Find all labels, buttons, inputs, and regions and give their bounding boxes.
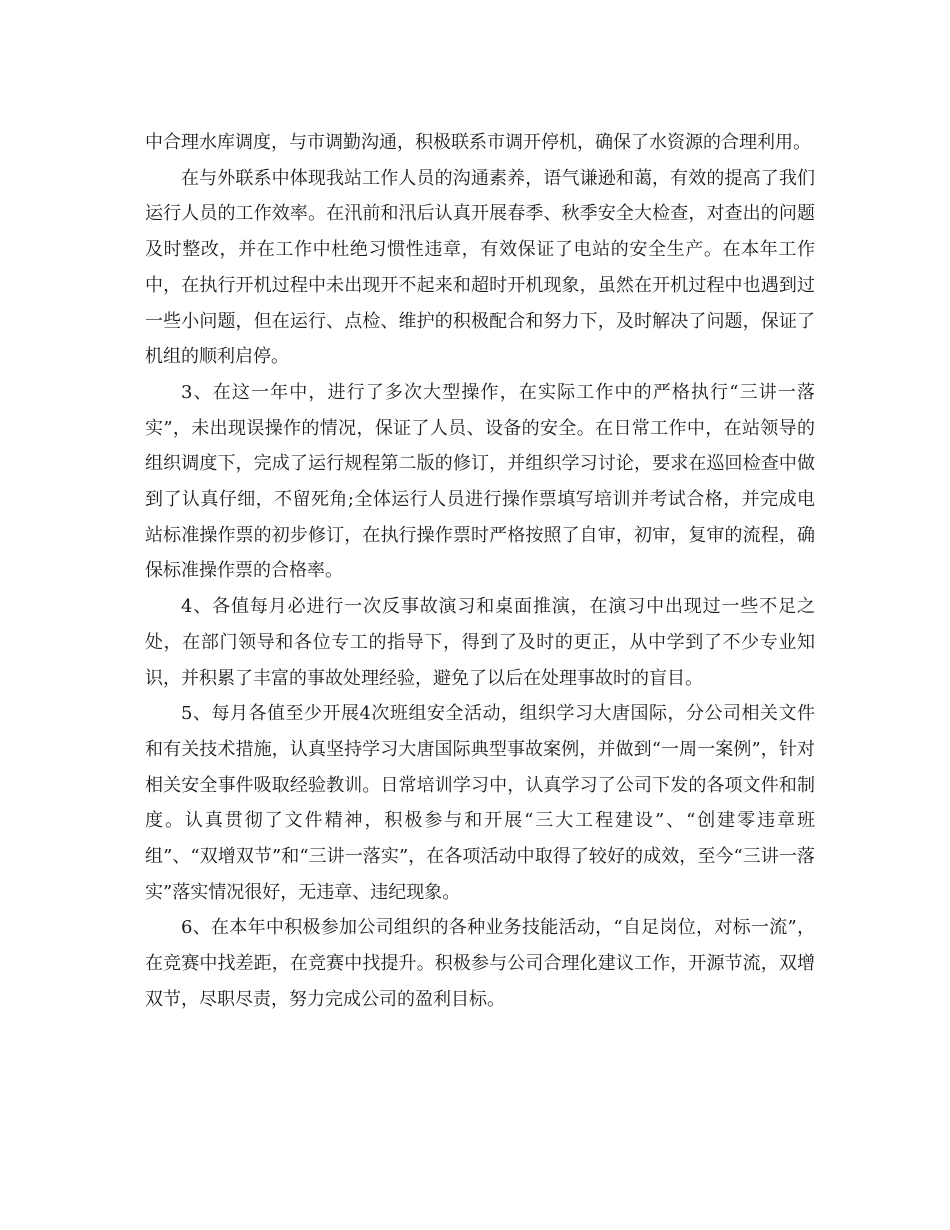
paragraph-2: 在与外联系中体现我站工作人员的沟通素养，语气谦逊和蔼，有效的提高了我们运行人员的工作效率。在汛前和汛后认真开展春季、秋季安全大检查，对查出的问题及时整改，并在工作中杜绝习惯性违章，有效保证了电站的安全生产。在本年工作中，在执行开机过程中未出现开不起来和超时开机现象，虽然在开机过程中也遇到过一些小问题，但在运行、点检、维护的积极配合和努力下，及时解决了问题，保证了机组的顺利启停。 [145,167,815,368]
paragraph-6: 6、在本年中积极参加公司组织的各种业务技能活动，“自足岗位，对标一流”，在竞赛中找差距，在竞赛中找提升。积极参与公司合理化建议工作，开源节流，双增双节，尽职尽责，努力完成公司的盈利目标。 [145,917,815,1010]
paragraph-1: 中合理水库调度，与市调勤沟通，积极联系市调开停机，确保了水资源的合理利用。 [145,132,811,153]
paragraph-5: 5、每月各值至少开展4次班组安全活动，组织学习大唐国际，分公司相关文件和有关技术措施，认真坚持学习大唐国际典型事故案例，并做到“一周一案例”，针对相关安全事件吸取经验教训。日常培训学习中，认真学习了公司下发的各项文件和制度。认真贯彻了文件精神，积极参与和开展“三大工程建设”、“创建零违章班组”、“双增双节”和“三讲一落实”，在各项活动中取得了较好的成效，至今“三讲一落实”落实情况很好，无违章、违纪现象。 [145,703,815,903]
paragraph-3: 3、在这一年中，进行了多次大型操作，在实际工作中的严格执行“三讲一落实”，未出现误操作的情况，保证了人员、设备的安全。在日常工作中，在站领导的组织调度下，完成了运行规程第二版的修订，并组织学习讨论，要求在巡回检查中做到了认真仔细，不留死角;全体运行人员进行操作票填写培训并考试合格，并完成电站标准操作票的初步修订，在执行操作票时严格按照了自审，初审，复审的流程，确保标准操作票的合格率。 [145,381,815,582]
paragraph-4: 4、各值每月必进行一次反事故演习和桌面推演，在演习中出现过一些不足之处，在部门领导和各位专工的指导下，得到了及时的更正，从中学到了不少专业知识，并积累了丰富的事故处理经验，避免了以后在处理事故时的盲目。 [145,596,815,689]
document-body [145,125,815,1018]
